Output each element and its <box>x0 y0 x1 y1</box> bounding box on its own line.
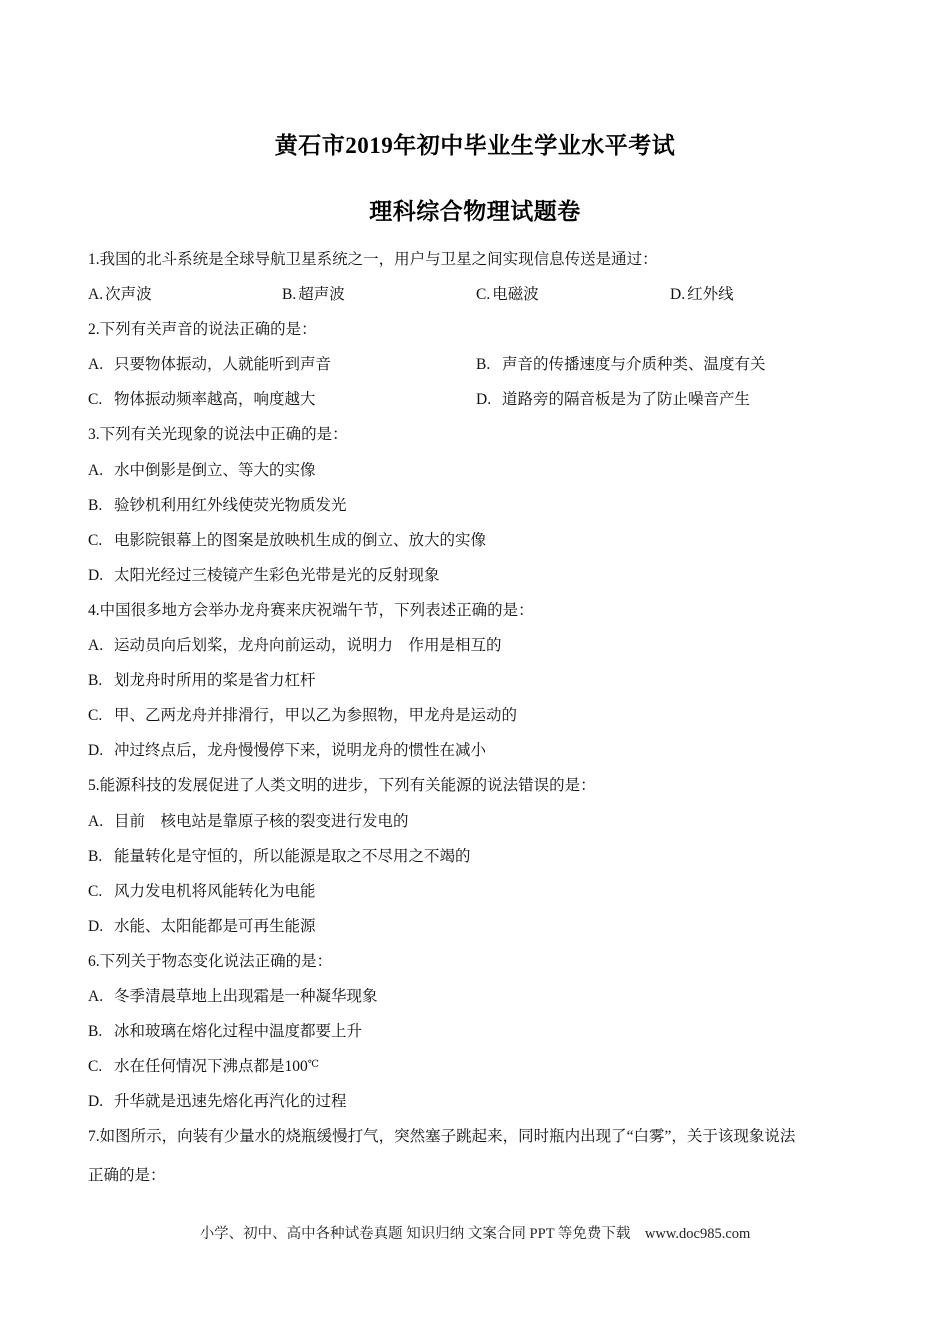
option-letter: D. <box>88 567 104 584</box>
option-text: 次声波 <box>105 286 152 303</box>
option-text: 水能、太阳能都是可再生能源 <box>114 918 316 935</box>
question-1-option-d <box>670 285 734 305</box>
option-text: 甲、乙两龙舟并排滑行，甲以乙为参照物，甲龙舟是运动的 <box>114 707 518 724</box>
option-text: 超声波 <box>298 286 345 303</box>
question-4-stem: 4.中国很多地方会举办龙舟赛来庆祝端午节，下列表述正确的是： <box>88 602 534 619</box>
question-3-option-d <box>88 566 440 586</box>
option-letter: A. <box>88 813 104 830</box>
option-text: 水中倒影是倒立、等大的实像 <box>114 462 316 479</box>
question-2-option-a <box>88 355 331 375</box>
exam-title: 黄石市2019年初中毕业生学业水平考试 <box>274 133 676 158</box>
option-letter: C. <box>88 1058 103 1075</box>
option-letter: A. <box>88 286 104 303</box>
option-letter: C. <box>88 883 103 900</box>
option-letter: B. <box>88 672 103 689</box>
question-6-stem: 6.下列关于物态变化说法正确的是： <box>88 953 333 970</box>
option-text: 只要物体振动，人就能听到声音 <box>114 356 332 373</box>
option-text: 划龙舟时所用的桨是省力杠杆 <box>114 672 316 689</box>
option-text: 声音的传播速度与介质种类、温度有关 <box>502 356 766 373</box>
option-letter: A. <box>88 462 104 479</box>
option-letter: B. <box>88 1023 103 1040</box>
question-5-option-d <box>88 917 316 937</box>
option-text: 能量转化是守恒的，所以能源是取之不尽用之不竭的 <box>114 848 471 865</box>
question-6-option-c <box>88 1057 319 1077</box>
option-text: 电影院银幕上的图案是放映机生成的倒立、放大的实像 <box>114 532 487 549</box>
option-letter: A. <box>88 988 104 1005</box>
option-text: 运动员向后划桨，龙舟向前运动，说明力 作用是相互的 <box>114 637 502 654</box>
question-5-option-c <box>88 882 316 902</box>
option-letter: C. <box>88 707 103 724</box>
option-text: 道路旁的隔音板是为了防止噪音产生 <box>502 391 751 408</box>
question-5-option-b <box>88 847 471 867</box>
option-letter: B. <box>88 848 103 865</box>
question-1-option-b <box>282 285 345 305</box>
question-1-option-c <box>476 285 539 305</box>
question-6-option-b <box>88 1022 362 1042</box>
question-5-option-a <box>88 812 409 832</box>
option-letter: A. <box>88 356 104 373</box>
option-letter: C. <box>476 286 491 303</box>
option-text: 冲过终点后，龙舟慢慢停下来，说明龙舟的惯性在减小 <box>114 742 487 759</box>
question-2-option-c <box>88 390 316 410</box>
question-1-stem: 1.我国的北斗系统是全球导航卫星系统之一，用户与卫星之间实现信息传送是通过： <box>88 251 658 268</box>
question-3-option-c <box>88 531 486 551</box>
question-1-option-a <box>88 285 152 305</box>
question-3-stem: 3.下列有关光现象的说法中正确的是： <box>88 426 348 443</box>
option-text: 风力发电机将风能转化为电能 <box>114 883 316 900</box>
question-7-stem-line-2: 正确的是： <box>88 1167 166 1184</box>
option-letter: D. <box>670 286 686 303</box>
question-3-option-b <box>88 496 347 516</box>
option-letter: C. <box>88 391 103 408</box>
question-4-option-a <box>88 636 502 656</box>
option-text: 冬季清晨草地上出现霜是一种凝华现象 <box>114 988 378 1005</box>
question-2-option-b <box>476 355 766 375</box>
option-letter: D. <box>88 918 104 935</box>
celsius-unit: ℃ <box>307 1059 319 1070</box>
option-letter: C. <box>88 532 103 549</box>
question-6-option-d <box>88 1092 347 1112</box>
question-3-option-a <box>88 461 316 481</box>
option-text: 目前 核电站是靠原子核的裂变进行发电的 <box>114 813 409 830</box>
option-letter: D. <box>88 742 104 759</box>
option-letter: B. <box>476 356 491 373</box>
option-text: 红外线 <box>687 286 734 303</box>
question-2-option-d <box>476 390 750 410</box>
option-letter: B. <box>282 286 297 303</box>
option-text: 验钞机利用红外线使荧光物质发光 <box>114 497 347 514</box>
option-text: 冰和玻璃在熔化过程中温度都要上升 <box>114 1023 363 1040</box>
option-letter: D. <box>88 1093 104 1110</box>
option-letter: A. <box>88 637 104 654</box>
option-letter: D. <box>476 391 492 408</box>
question-4-option-d <box>88 741 486 761</box>
option-text: 升华就是迅速先熔化再汽化的过程 <box>114 1093 347 1110</box>
question-6-option-a <box>88 987 378 1007</box>
option-text: 太阳光经过三棱镜产生彩色光带是光的反射现象 <box>114 567 440 584</box>
question-7-stem-line-1: 7.如图所示，向装有少量水的烧瓶缓慢打气，突然塞子跳起来，同时瓶内出现了“白雾”，关于该现象说法 <box>88 1128 796 1145</box>
question-5-stem: 5.能源科技的发展促进了人类文明的进步，下列有关能源的说法错误的是： <box>88 777 596 794</box>
option-text: 电磁波 <box>492 286 539 303</box>
question-4-option-c <box>88 706 517 726</box>
question-4-option-b <box>88 671 316 691</box>
option-text: 水在任何情况下沸点都是100 <box>114 1058 308 1075</box>
exam-subtitle: 理科综合物理试题卷 <box>369 199 581 224</box>
option-text: 物体振动频率越高，响度越大 <box>114 391 316 408</box>
question-2-stem: 2.下列有关声音的说法正确的是： <box>88 321 317 338</box>
page-footer: 小学、初中、高中各种试卷真题 知识归纳 文案合同 PPT 等免费下载 www.doc985.com <box>199 1226 751 1242</box>
option-letter: B. <box>88 497 103 514</box>
